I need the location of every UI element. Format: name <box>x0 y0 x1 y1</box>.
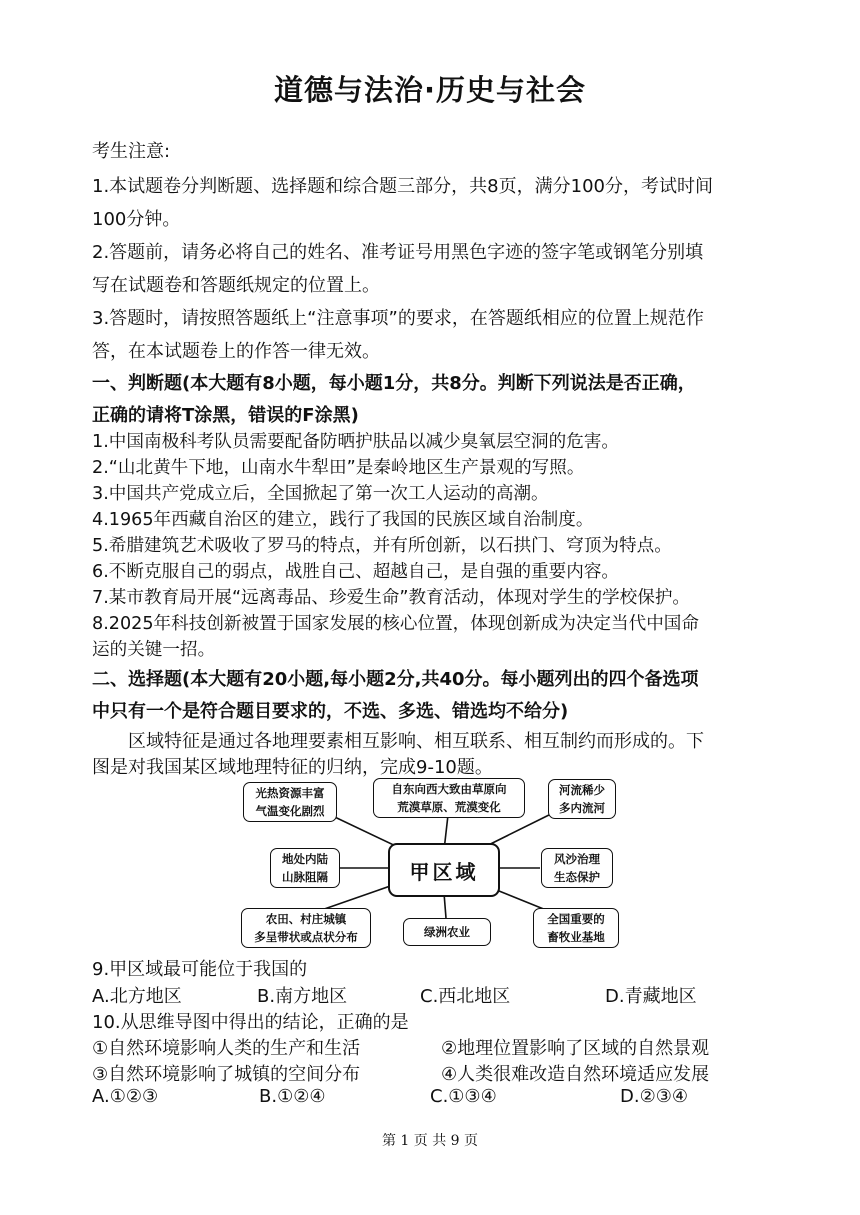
node-text: 山脉阻隔 <box>282 870 328 884</box>
node-text: 绿洲农业 <box>424 925 470 939</box>
mindmap-node-ecology <box>541 848 613 888</box>
node-text: 光热资源丰富 <box>255 786 325 800</box>
notice-line: 1.本试题卷分判断题、选择题和综合题三部分，共8页，满分100分，考试时间 <box>92 176 713 197</box>
notice-heading: 考生注意: <box>92 141 171 162</box>
judge-item: 5.希腊建筑艺术吸收了罗马的特点，并有所创新，以石拱门、穹顶为特点。 <box>92 536 672 556</box>
q9-option-d: D.青藏地区 <box>605 986 697 1007</box>
mindmap-node-location <box>270 848 340 888</box>
notice-line: 答，在本试题卷上的作答一律无效。 <box>92 341 380 362</box>
mindmap-center-node: 甲区域 <box>388 843 500 897</box>
q9-option-c: C.西北地区 <box>420 986 511 1007</box>
section2-heading: 二、选择题(本大题有20小题,每小题2分,共40分。每小题列出的四个备选项 <box>92 669 699 690</box>
judge-item: 8.2025年科技创新被置于国家发展的核心位置，体现创新成为决定当代中国命 <box>92 614 699 634</box>
mindmap-node-agriculture <box>403 918 491 946</box>
mindmap-node-rivers <box>548 779 616 819</box>
node-text: 多内流河 <box>559 801 605 815</box>
question-9-stem: 9.甲区域最可能位于我国的 <box>92 959 308 980</box>
section1-heading-cont: 正确的请将T涂黑，错误的F涂黑) <box>92 405 359 426</box>
page-number: 第 1 页 共 9 页 <box>381 1133 479 1149</box>
node-text: 多呈带状或点状分布 <box>254 930 358 944</box>
page-title: 道德与法治·历史与社会 <box>273 73 587 107</box>
question-10-stem: 10.从思维导图中得出的结论，正确的是 <box>92 1012 409 1033</box>
material-intro-cont: 图是对我国某区域地理特征的归纳，完成9-10题。 <box>92 757 493 778</box>
judge-item: 7.某市教育局开展“远离毒品、珍爱生命”教育活动，体现对学生的学校保护。 <box>92 588 691 608</box>
node-text: 全国重要的 <box>547 912 605 926</box>
node-text: 荒漠草原、荒漠变化 <box>397 800 501 814</box>
q10-option-b: B.①②④ <box>259 1086 326 1107</box>
q10-option-c: C.①③④ <box>430 1086 497 1107</box>
q10-statement: ①自然环境影响人类的生产和生活 <box>92 1038 361 1059</box>
q10-statement: ④人类很难改造自然环境适应发展 <box>441 1064 710 1085</box>
q10-statement: ③自然环境影响了城镇的空间分布 <box>92 1064 361 1085</box>
node-text: 气温变化剧烈 <box>255 804 325 818</box>
section2-heading-cont: 中只有一个是符合题目要求的，不选、多选、错选均不给分) <box>92 701 569 722</box>
notice-line: 100分钟。 <box>92 209 181 230</box>
judge-item: 2.“山北黄牛下地，山南水牛犁田”是秦岭地区生产景观的写照。 <box>92 458 585 478</box>
node-text: 畜牧业基地 <box>547 930 605 944</box>
judge-item: 3.中国共产党成立后，全国掀起了第一次工人运动的高潮。 <box>92 484 549 504</box>
node-text: 农田、村庄城镇 <box>265 912 347 926</box>
section1-heading: 一、判断题(本大题有8小题，每小题1分，共8分。判断下列说法是否正确， <box>92 373 696 394</box>
mindmap-node-settlement <box>241 908 371 948</box>
q10-option-d: D.②③④ <box>620 1086 688 1107</box>
mindmap-node-climate <box>243 782 337 822</box>
judge-item-cont: 运的关键一招。 <box>92 640 216 660</box>
q10-statement: ②地理位置影响了区域的自然景观 <box>441 1038 710 1059</box>
node-text: 河流稀少 <box>559 783 605 797</box>
notice-line: 3.答题时，请按照答题纸上“注意事项”的要求，在答题纸相应的位置上规范作 <box>92 308 704 329</box>
material-intro: 区域特征是通过各地理要素相互影响、相互联系、相互制约而形成的。下 <box>128 731 704 752</box>
node-text: 风沙治理 <box>554 852 600 866</box>
mindmap-node-livestock <box>533 908 619 948</box>
notice-line: 2.答题前，请务必将自己的姓名、准考证号用黑色字迹的签字笔或钢笔分别填 <box>92 242 704 263</box>
mindmap-node-vegetation <box>373 778 525 818</box>
node-text: 地处内陆 <box>282 852 328 866</box>
judge-item: 4.1965年西藏自治区的建立，践行了我国的民族区域自治制度。 <box>92 510 594 530</box>
q9-option-b: B.南方地区 <box>257 986 348 1007</box>
node-text: 自东向西大致由草原向 <box>391 782 507 796</box>
judge-item: 1.中国南极科考队员需要配备防晒护肤品以减少臭氧层空洞的危害。 <box>92 432 620 452</box>
notice-line: 写在试题卷和答题纸规定的位置上。 <box>92 275 380 296</box>
q10-option-a: A.①②③ <box>92 1086 159 1107</box>
judge-item: 6.不断克服自己的弱点，战胜自己、超越自己，是自强的重要内容。 <box>92 562 620 582</box>
q9-option-a: A.北方地区 <box>92 986 182 1007</box>
node-text: 生态保护 <box>554 870 600 884</box>
